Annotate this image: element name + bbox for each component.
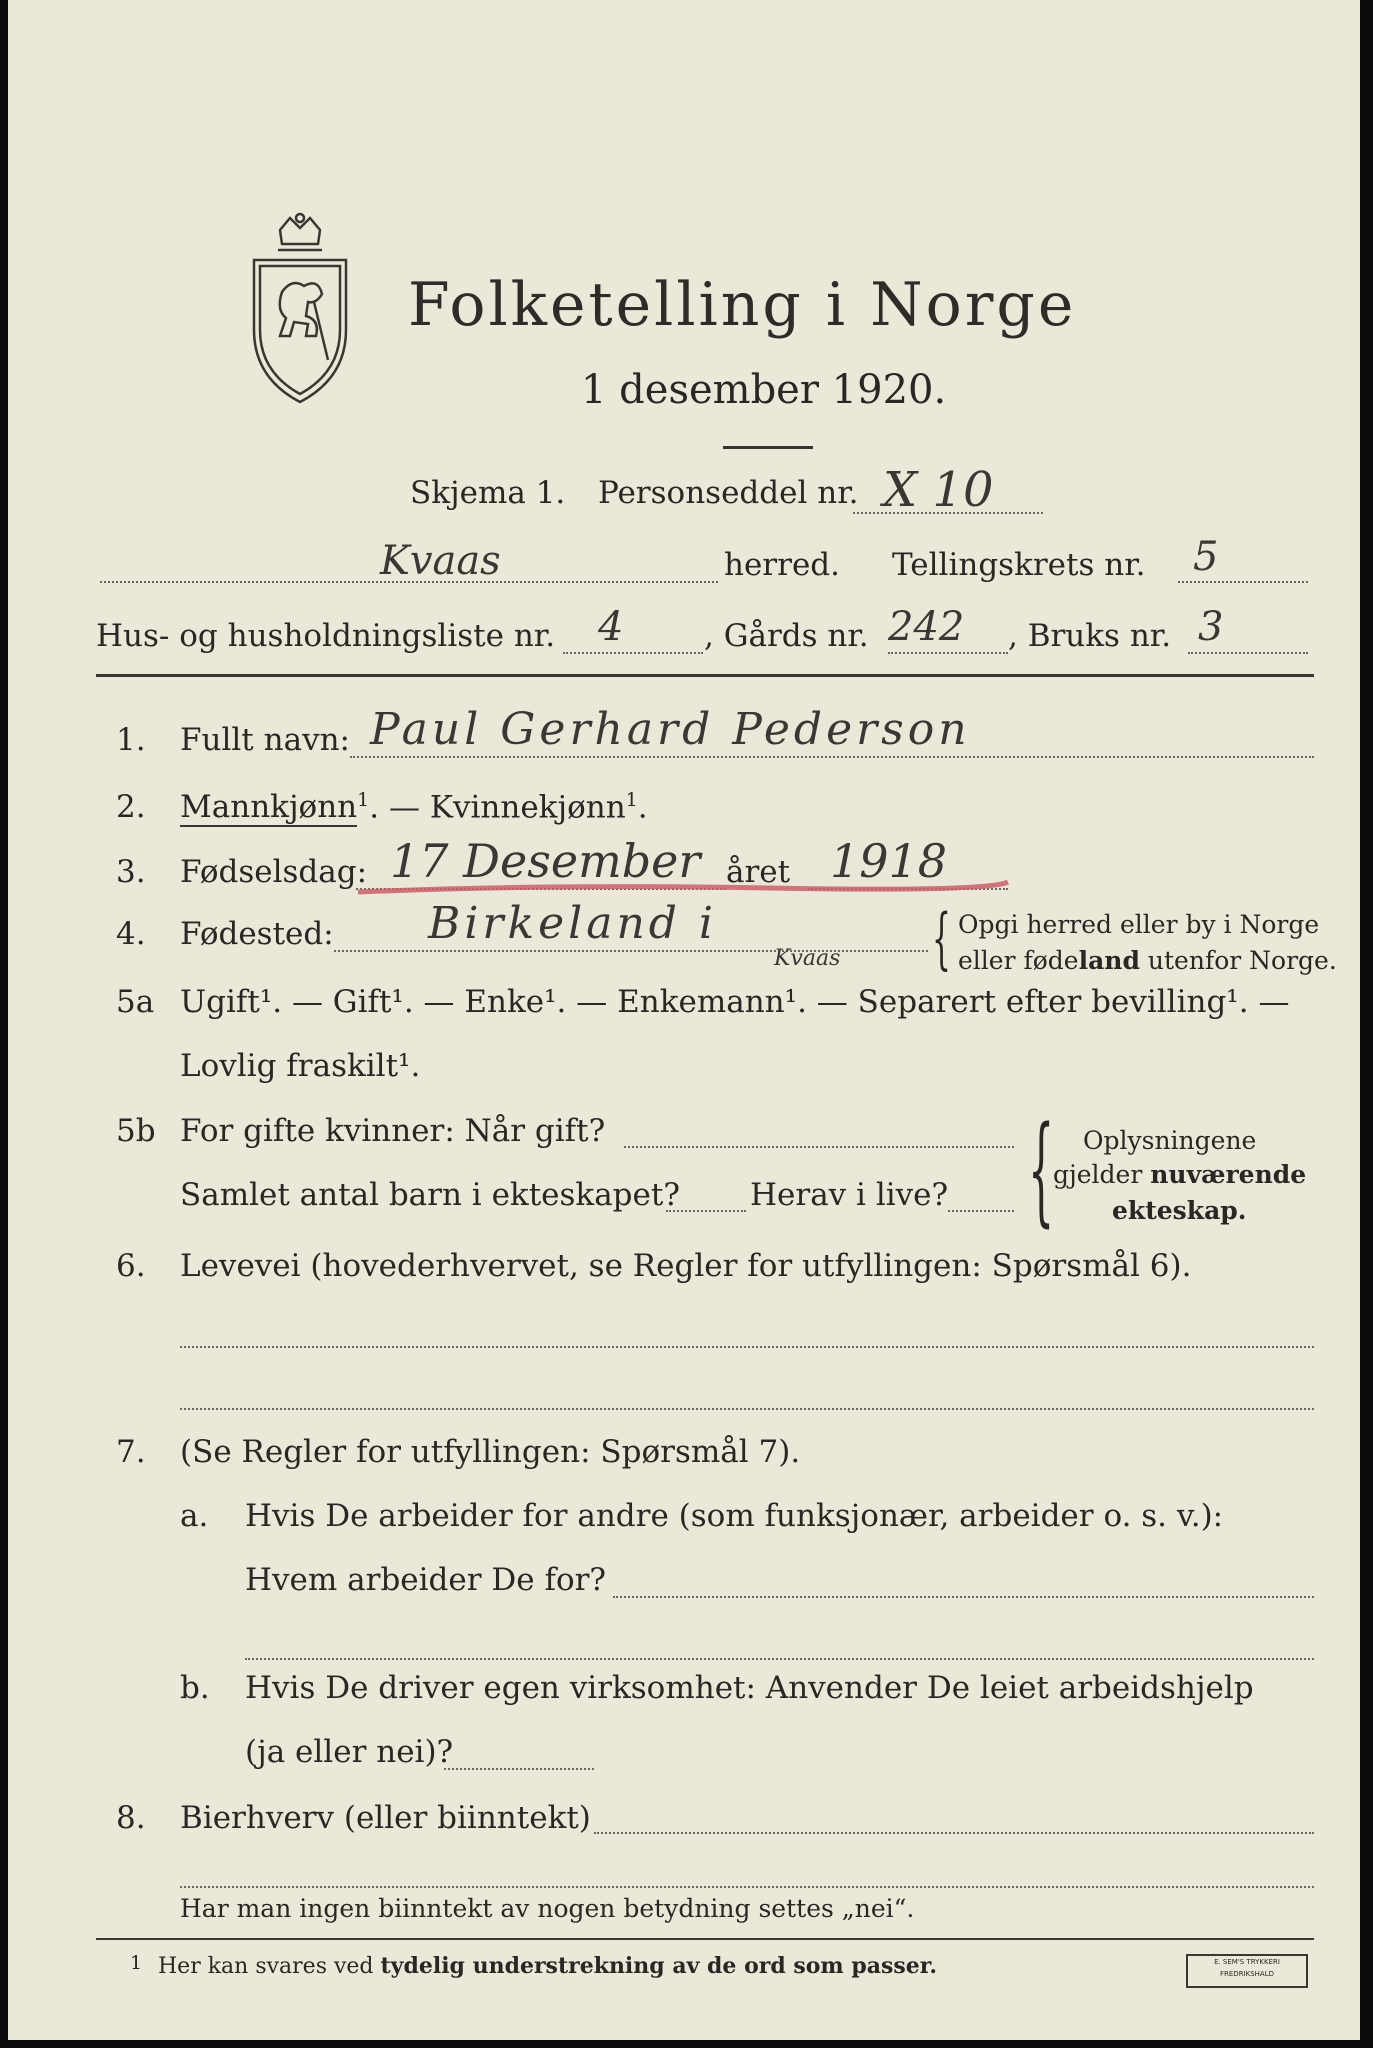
q5b-alive-line: [948, 1210, 1014, 1212]
q2-female: Kvinnekjønn: [429, 789, 626, 826]
husliste-value: 4: [598, 604, 624, 650]
q7b-line: [444, 1768, 594, 1770]
bruks-value: 3: [1198, 604, 1224, 650]
census-form-page: [8, 0, 1360, 2040]
q7-label: (Se Regler for utfyllingen: Spørsmål 7).: [180, 1434, 801, 1470]
q2-options: Mannkjønn$^1$. — Kvinnekjønn$^1$.: [180, 789, 648, 826]
no-income-note: Har man ingen biinntekt av nogen betydning settes „nei“.: [180, 1894, 915, 1923]
q7a-employer-line: [613, 1596, 1314, 1598]
q5b-note3: ekteskap.: [1112, 1196, 1247, 1225]
tellingskrets-line: [1178, 581, 1308, 583]
q7a-line-2: [245, 1658, 1314, 1660]
q2-male: Mannkjønn: [180, 789, 358, 826]
q4-note-line1: Opgi herred eller by i Norge: [958, 910, 1320, 939]
q8-line-1: [594, 1832, 1314, 1834]
q7b-yes-no-label: (ja eller nei)?: [245, 1734, 454, 1770]
q3-label: Fødselsdag:: [180, 854, 368, 890]
q6-line-2: [180, 1408, 1314, 1410]
title-divider: [723, 446, 813, 449]
personseddel-value: X 10: [883, 462, 994, 518]
q1-label: Fullt navn:: [180, 722, 350, 758]
q1-full-name: Paul Gerhard Pederson: [370, 704, 971, 755]
personseddel-label: Personseddel nr.: [598, 475, 859, 511]
q5b-brace: {: [1028, 1100, 1055, 1238]
q4-brace: {: [932, 900, 951, 977]
coat-of-arms-icon: [240, 210, 360, 410]
q5b-note2: gjelder nuværende: [1053, 1160, 1307, 1189]
q8-line-2: [180, 1886, 1314, 1888]
q2-number: 2.: [116, 789, 146, 825]
bruks-label: , Bruks nr.: [1008, 618, 1172, 654]
q3-year-label: året: [726, 854, 791, 890]
q5b-when-married: For gifte kvinner: Når gift?: [180, 1113, 606, 1149]
q1-number: 1.: [116, 722, 146, 758]
gards-line: [888, 652, 1008, 654]
census-date: 1 desember 1920.: [581, 367, 947, 413]
q1-line: [350, 756, 1314, 758]
bruks-line: [1188, 652, 1308, 654]
printer-stamp: E. SEM'S TRYKKERI FREDRIKSHALD: [1186, 1954, 1308, 1988]
q7a-employer-label: Hvem arbeider De for?: [245, 1562, 607, 1598]
q7b-question: Hvis De driver egen virksomhet: Anvender De leiet arbeidshjelp: [245, 1670, 1254, 1706]
footnote-text: Her kan svares ved tydelig understrekning av de ord som passer.: [158, 1953, 938, 1979]
husliste-line: [563, 652, 703, 654]
tellingskrets-value: 5: [1193, 534, 1219, 580]
q5b-when-line: [624, 1146, 1014, 1148]
q5a-options-2: Lovlig fraskilt¹.: [180, 1048, 421, 1084]
skjema-label: Skjema 1.: [410, 475, 566, 511]
q3-birth-date: 17 Desember: [390, 834, 701, 888]
q8-label: Bierhverv (eller biinntekt): [180, 1800, 591, 1836]
herred-label: herred.: [724, 547, 840, 583]
q3-number: 3.: [116, 854, 146, 890]
footnote-marker: 1: [130, 1952, 143, 1974]
header-rule: [96, 674, 1314, 677]
q6-label: Levevei (hovederhvervet, se Regler for utfyllingen: Spørsmål 6).: [180, 1248, 1192, 1284]
form-title: Folketelling i Norge: [408, 270, 1077, 340]
q6-line-1: [180, 1346, 1314, 1348]
q7-number: 7.: [116, 1434, 146, 1470]
gards-label: , Gårds nr.: [704, 618, 869, 654]
footer-rule: [96, 1938, 1314, 1940]
q4-birthplace-sub: Kvaas: [774, 946, 841, 971]
q5a-options: Ugift¹. — Gift¹. — Enke¹. — Enkemann¹. — Separert efter bevilling¹. —: [180, 984, 1290, 1020]
q8-number: 8.: [116, 1800, 146, 1836]
q4-note-line2: eller fødeland utenfor Norge.: [958, 946, 1337, 975]
husliste-label: Hus- og husholdningsliste nr.: [96, 618, 556, 654]
q5b-note1: Oplysningene: [1083, 1126, 1257, 1155]
q4-birthplace: Birkeland i: [428, 898, 718, 949]
q3-birth-year: 1918: [830, 834, 948, 888]
herred-value: Kvaas: [380, 538, 501, 584]
gards-value: 242: [888, 604, 965, 650]
q7a-letter: a.: [180, 1498, 209, 1534]
q4-number: 4.: [116, 916, 146, 952]
q6-number: 6.: [116, 1248, 146, 1284]
tellingskrets-label: Tellingskrets nr.: [892, 547, 1146, 583]
q5a-number: 5a: [116, 984, 155, 1020]
q5b-number: 5b: [116, 1113, 156, 1149]
q5b-alive: Herav i live?: [750, 1177, 949, 1213]
q4-label: Fødested:: [180, 916, 334, 952]
q5b-children: Samlet antal barn i ekteskapet?: [180, 1177, 680, 1213]
q7a-question: Hvis De arbeider for andre (som funksjonær, arbeider o. s. v.):: [245, 1498, 1224, 1534]
q5b-children-line: [666, 1210, 746, 1212]
q7b-letter: b.: [180, 1670, 210, 1706]
